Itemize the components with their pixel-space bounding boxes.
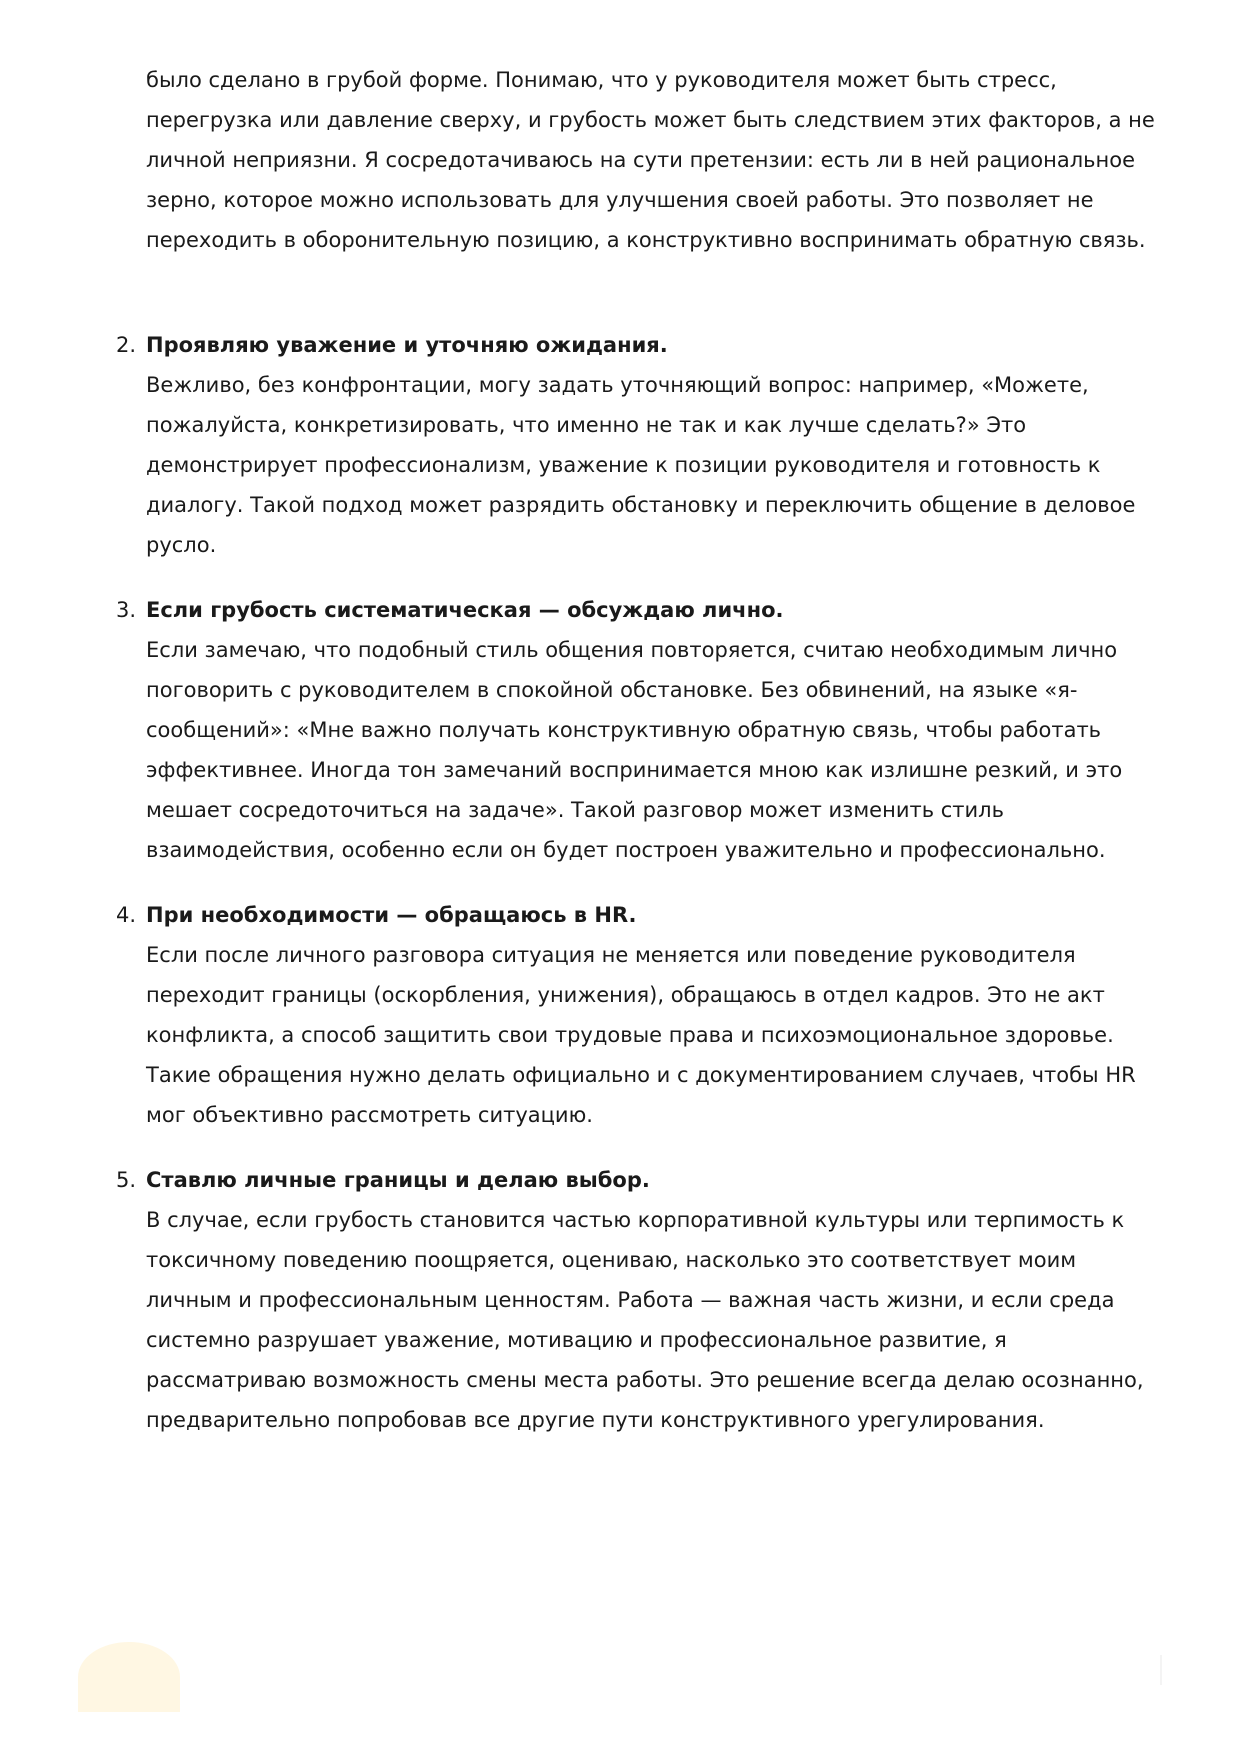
list-item-number: 4. (116, 903, 137, 927)
intro-paragraph: было сделано в грубой форме. Понимаю, что у руководителя может быть стресс, перегрузка или давление сверху, и грубость может быть следствием этих факторов, а не личной неприязни. Я сосредотачиваюсь на сути претензии: есть ли в ней рациональное зерно, которое можно использовать для улучшения своей работы. Это позволяет не переходить в оборонительную позицию, а конструктивно воспринимать обратную связь. (146, 68, 1155, 252)
list-item (116, 1160, 1166, 1440)
edge-mark (1160, 1655, 1162, 1685)
decorative-shape (78, 1642, 180, 1712)
list-item (116, 895, 1166, 1135)
list-item-body: Если после личного разговора ситуация не меняется или поведение руководителя переходит границы (оскорбления, унижения), обращаюсь в отдел кадров. Это не акт конфликта, а способ защитить свои трудовые права и психоэмоциональное здоровье. Такие обращения нужно делать официально и с документированием случаев, чтобы HR мог объективно рассмотреть ситуацию. (146, 943, 1136, 1127)
list-item-number: 3. (116, 598, 137, 622)
list-item-number: 5. (116, 1168, 137, 1192)
list-item-number: 2. (116, 333, 137, 357)
list-item-title: Если грубость систематическая — обсуждаю лично. (146, 598, 784, 622)
list-item-title: При необходимости — обращаюсь в HR. (146, 903, 637, 927)
list-item (116, 590, 1166, 870)
list-item-body: Если замечаю, что подобный стиль общения повторяется, считаю необходимым лично поговорить с руководителем в спокойной обстановке. Без обвинений, на языке «я-сообщений»: «Мне важно получать конструктивную обратную связь, чтобы работать эффективнее. Иногда тон замечаний воспринимается мною как излишне резкий, и это мешает сосредоточиться на задаче». Такой разговор может изменить стиль взаимодействия, особенно если он будет построен уважительно и профессионально. (146, 638, 1123, 862)
list-item-title: Проявляю уважение и уточняю ожидания. (146, 333, 668, 357)
list-item-body: В случае, если грубость становится частью корпоративной культуры или терпимость к токсичному поведению поощряется, оцениваю, насколько это соответствует моим личным и профессиональным ценностям. Работа — важная часть жизни, и если среда системно разрушает уважение, мотивацию и профессиональное развитие, я рассматриваю возможность смены места работы. Это решение всегда делаю осознанно, предварительно попробовав все другие пути конструктивного урегулирования. (146, 1208, 1144, 1432)
list-item (116, 325, 1166, 565)
list-item-body: Вежливо, без конфронтации, могу задать уточняющий вопрос: например, «Можете, пожалуйста, конкретизировать, что именно не так и как лучше сделать?» Это демонстрирует профессионализм, уважение к позиции руководителя и готовность к диалогу. Такой подход может разрядить обстановку и переключить общение в деловое русло. (146, 373, 1136, 557)
list-item-title: Ставлю личные границы и делаю выбор. (146, 1168, 650, 1192)
